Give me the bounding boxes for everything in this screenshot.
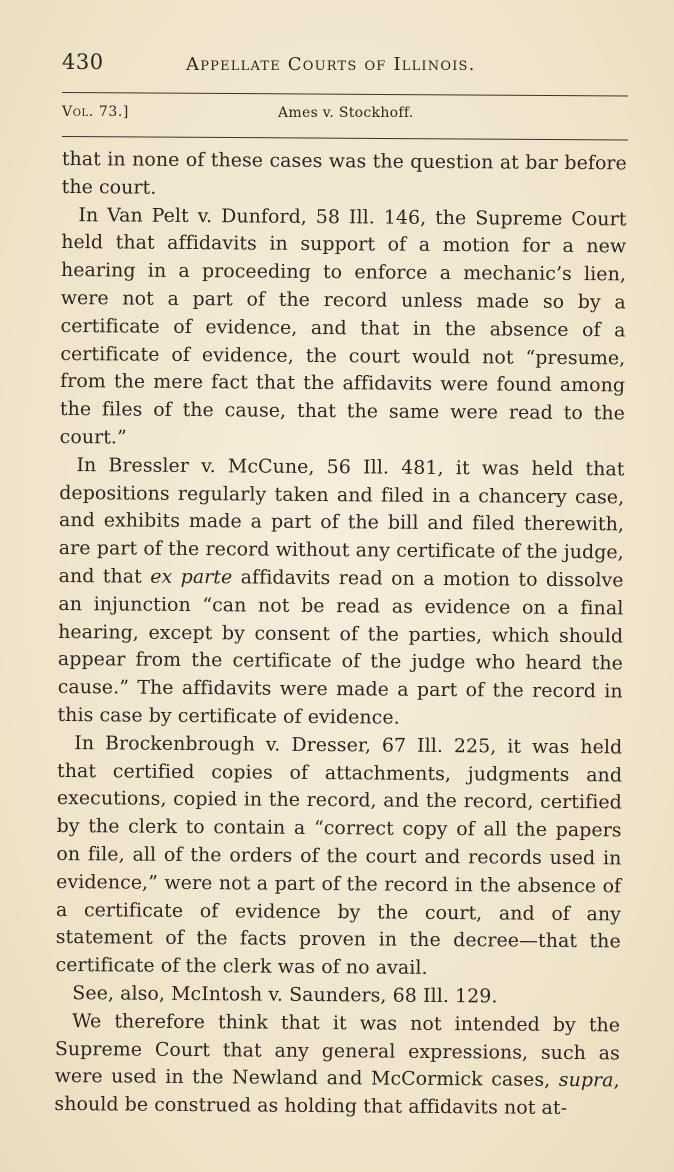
paragraph <box>62 146 627 206</box>
page-number: 430 <box>62 50 104 74</box>
text-segment: , should be construed as holding that affidavits not at- <box>54 1069 620 1120</box>
italic-text: supra <box>558 1069 614 1092</box>
header-rule-top <box>62 92 628 96</box>
text-segment: In Van Pelt v. Dunford, 58 Ill. 146, the Supreme Court held that affidavits in support of a motion for a new hearing in a proceeding to enforce a mechanic’s lien, were not a part of the record unless made so by a certificate of evidence, and that in the absence of a certificate of evidence, the court would not “presume, from the mere fact that the affidavits were found among the files of the cause, that the same were read to the court.” <box>59 203 627 449</box>
running-head <box>62 48 622 82</box>
text-segment: that in none of these cases was the question at bar before the court. <box>61 147 627 199</box>
body-text <box>54 146 627 1123</box>
header-rule-bottom <box>62 136 628 140</box>
paragraph <box>57 452 624 734</box>
paragraph <box>55 980 620 1012</box>
volume-line <box>62 104 622 128</box>
case-name: Ames v. Stockhoff. <box>278 105 414 121</box>
text-segment: We therefore think that it was not intended by the Supreme Court that any general expressions, such as were used in the Newland and McCormick cases, <box>54 1009 621 1092</box>
paragraph <box>60 202 627 457</box>
italic-text: ex parte <box>150 565 233 589</box>
text-segment: In Brockenbrough v. Dresser, 67 Ill. 225, it was held that certified copies of attachments, judgments and executions, copied in the record, and the record, certified by the clerk to contain a “correct copy of all the papers on file, all of the orders of the court and records used in evidence,” were not a part of the record in the absence of a certificate of evidence by the court, and of any statement of the facts proven in the decree—that the certificate of the clerk was of no avail. <box>55 731 623 980</box>
paragraph <box>54 1008 620 1124</box>
text-segment: affidavits read on a motion to dissolve an injunction “can not be read as evidence on a final hearing, except by consent of the parties, which should appear from the certificate of the judge who heard the cause.” The affidavits were made a part of the record in this case by certificate of evidence. <box>57 566 624 729</box>
paragraph <box>55 730 622 985</box>
text-segment: See, also, McIntosh v. Saunders, 68 Ill. 129. <box>72 982 498 1008</box>
text-segment: In Bressler v. McCune, 56 Ill. 481, it was held that depositions regularly taken and filed in a chancery case, and exhibits made a part of the bill and filed therewith, are part of the record without any certificate of the judge, and that <box>58 453 625 588</box>
volume-label: Vol. 73.] <box>62 104 129 120</box>
journal-title: Appellate Courts of Illinois. <box>186 54 476 75</box>
